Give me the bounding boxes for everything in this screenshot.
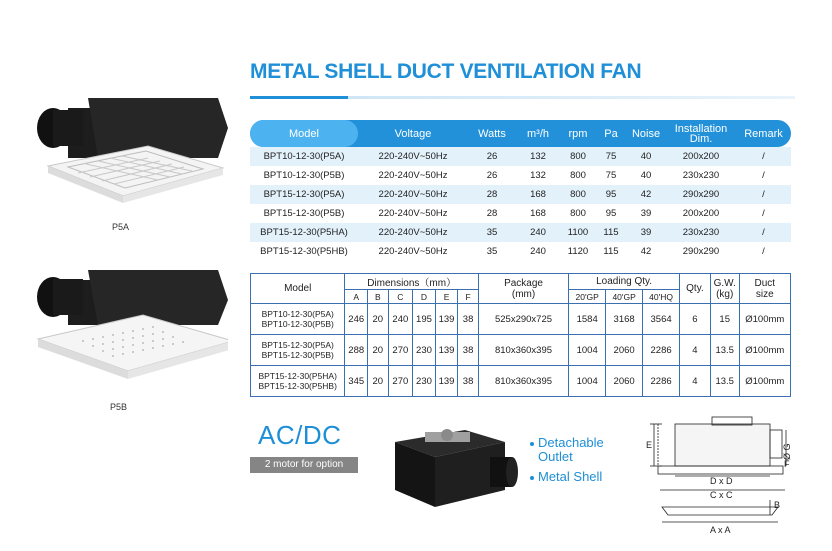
drawing-label-a: A x A (710, 525, 731, 535)
spec-cell-installation: 230x230 (682, 170, 720, 181)
drawing-label-f: F (784, 459, 790, 469)
dim-cell-a: 246 (345, 304, 368, 335)
spec-cell-airflow: 240 (530, 246, 546, 257)
dim-cell-d: 230 (413, 335, 436, 366)
dimension-table-row (251, 335, 791, 366)
dim-cell-gw: 15 (710, 304, 739, 335)
spec-cell-model: BPT15-12-30(P5HB) (260, 246, 348, 257)
spec-cell-airflow: 240 (530, 227, 546, 238)
spec-cell-model: BPT10-12-30(P5B) (263, 170, 345, 181)
spec-header-airflow: m³/h (527, 127, 549, 140)
spec-cell-remark: / (762, 246, 765, 257)
dim-model-name: BPT10-12-30(P5B) (261, 319, 334, 329)
drawing-label-g: Ø G (782, 443, 792, 460)
dim-cell-pkg: 810x360x395 (478, 366, 568, 397)
dim-model-name: BPT10-12-30(P5A) (261, 309, 334, 319)
dim-cell-qty: 4 (680, 335, 711, 366)
dim-cell-hq40: 3564 (643, 304, 680, 335)
drawing-label-c: C x C (710, 490, 733, 500)
dim-cell-duct: Ø100mm (739, 335, 790, 366)
spec-cell-remark: / (762, 208, 765, 219)
spec-cell-remark: / (762, 151, 765, 162)
dim-cell-e: 139 (435, 335, 458, 366)
dim-cell-f: 38 (458, 335, 479, 366)
spec-table-row (250, 166, 791, 185)
dim-sub-a: A (345, 290, 368, 304)
spec-cell-installation: 200x200 (682, 208, 720, 219)
spec-cell-pa: 115 (603, 246, 619, 257)
spec-cell-model: BPT15-12-30(P5HA) (260, 227, 348, 238)
spec-table-header (250, 120, 791, 147)
dim-model-name: BPT15-12-30(P5B) (261, 350, 334, 360)
feature-item (530, 470, 628, 484)
p5a-caption: P5A (112, 222, 130, 232)
spec-cell-airflow: 168 (530, 208, 546, 219)
spec-header-watts: Watts (478, 127, 506, 140)
dim-cell-gp40: 2060 (606, 335, 643, 366)
dim-cell-gp40: 2060 (606, 366, 643, 397)
spec-cell-rpm: 1100 (567, 227, 589, 238)
dim-cell-a: 345 (345, 366, 368, 397)
spec-cell-noise: 42 (640, 189, 652, 200)
spec-cell-airflow: 132 (530, 151, 546, 162)
dim-cell-gp40: 3168 (606, 304, 643, 335)
dim-model-name: BPT15-12-30(P5HB) (258, 381, 337, 391)
spec-table-row (250, 185, 791, 204)
dim-header-duct-label: Duct (754, 277, 776, 289)
dim-sub-f: F (458, 290, 479, 304)
dim-cell-e: 139 (435, 366, 458, 397)
feature-detachable-outlet: Detachable Outlet (538, 435, 604, 464)
dim-sub-e: E (435, 290, 458, 304)
spec-cell-voltage: 220-240V~50Hz (378, 170, 448, 181)
spec-cell-voltage: 220-240V~50Hz (378, 151, 448, 162)
dim-header-dimensions: Dimensions（mm） (345, 274, 478, 290)
dim-cell-pkg: 525x290x725 (478, 304, 568, 335)
dim-sub-20gp: 20'GP (569, 290, 606, 304)
spec-cell-voltage: 220-240V~50Hz (378, 246, 448, 257)
dim-cell-b: 20 (368, 335, 389, 366)
dim-cell-d: 195 (413, 304, 436, 335)
spec-cell-pa: 95 (605, 208, 617, 219)
spec-header-remark: Remark (744, 127, 783, 140)
feature-metal-shell: Metal Shell (538, 469, 603, 484)
acdc-title: AC/DC (258, 420, 342, 450)
dim-sub-c: C (388, 290, 413, 304)
dim-cell-qty: 4 (680, 366, 711, 397)
spec-header-rpm: rpm (568, 127, 588, 140)
spec-table-row (250, 223, 791, 242)
dimension-drawing (640, 412, 800, 537)
drawing-label-d: D x D (710, 476, 733, 486)
dim-cell-gp20: 1004 (569, 335, 606, 366)
dimension-table-row (251, 366, 791, 397)
drawing-label-e: E (646, 440, 653, 450)
feature-list (530, 436, 628, 490)
dim-cell-duct: Ø100mm (739, 366, 790, 397)
dim-cell-b: 20 (368, 366, 389, 397)
spec-header-noise: Noise (631, 127, 661, 140)
spec-cell-rpm: 800 (570, 189, 586, 200)
spec-cell-pa: 95 (605, 189, 617, 200)
dim-header-package-unit: (mm) (511, 288, 536, 300)
spec-table-row (250, 204, 791, 223)
dim-cell-model (251, 304, 345, 335)
dim-cell-hq40: 2286 (643, 335, 680, 366)
spec-cell-voltage: 220-240V~50Hz (378, 189, 448, 200)
spec-cell-rpm: 1120 (567, 246, 589, 257)
dim-cell-qty: 6 (680, 304, 711, 335)
dimension-table (250, 273, 791, 397)
page-title: METAL SHELL DUCT VENTILATION FAN (250, 60, 642, 83)
spec-table-body (250, 147, 791, 261)
dim-cell-model (251, 335, 345, 366)
motor-unit-image (385, 412, 525, 512)
spec-cell-model: BPT10-12-30(P5A) (263, 151, 345, 162)
dim-cell-c: 270 (388, 366, 413, 397)
dim-cell-b: 20 (368, 304, 389, 335)
dimension-table-row (251, 304, 791, 335)
spec-cell-rpm: 800 (570, 208, 586, 219)
spec-cell-watts: 26 (486, 151, 498, 162)
spec-cell-noise: 40 (640, 151, 652, 162)
spec-table-row (250, 147, 791, 166)
spec-cell-installation: 200x200 (682, 151, 720, 162)
spec-table (250, 120, 791, 261)
spec-cell-noise: 42 (640, 246, 652, 257)
dim-cell-gp20: 1004 (569, 366, 606, 397)
dim-cell-gw: 13.5 (710, 366, 739, 397)
title-underline (250, 96, 795, 99)
spec-header-model: Model (250, 120, 358, 147)
spec-cell-watts: 26 (486, 170, 498, 181)
bullet-dot-icon (530, 442, 534, 446)
spec-cell-pa: 75 (605, 151, 617, 162)
spec-cell-noise: 39 (640, 227, 652, 238)
fan-p5a-image (28, 88, 228, 218)
dim-header-gw-unit: (kg) (716, 288, 734, 300)
dim-cell-f: 38 (458, 366, 479, 397)
spec-cell-pa: 75 (605, 170, 617, 181)
dim-model-name: BPT15-12-30(P5HA) (258, 371, 337, 381)
dim-cell-gp20: 1584 (569, 304, 606, 335)
spec-cell-remark: / (762, 227, 765, 238)
drawing-label-b: B (774, 500, 781, 510)
spec-cell-airflow: 132 (530, 170, 546, 181)
dim-header-loading: Loading Qty. (569, 274, 680, 290)
dim-cell-pkg: 810x360x395 (478, 335, 568, 366)
p5b-caption: P5B (110, 402, 128, 412)
spec-cell-watts: 28 (486, 189, 498, 200)
dim-cell-c: 240 (388, 304, 413, 335)
dim-header-package (478, 274, 568, 304)
dim-header-gw (710, 274, 739, 304)
spec-header-voltage: Voltage (394, 127, 432, 140)
dim-model-name: BPT15-12-30(P5A) (261, 340, 334, 350)
dim-header-package-label: Package (504, 277, 543, 289)
dim-sub-d: D (413, 290, 436, 304)
dim-cell-d: 230 (413, 366, 436, 397)
dim-cell-model (251, 366, 345, 397)
dim-cell-a: 288 (345, 335, 368, 366)
bullet-dot-icon (530, 476, 534, 480)
dim-cell-c: 270 (388, 335, 413, 366)
dim-header-duct-unit: size (755, 288, 774, 300)
spec-cell-watts: 35 (486, 227, 498, 238)
spec-header-pa: Pa (604, 127, 618, 140)
dim-header-qty: Qty. (680, 274, 711, 304)
dim-cell-f: 38 (458, 304, 479, 335)
spec-header-installation: Installation Dim. (674, 122, 728, 145)
spec-cell-rpm: 800 (570, 151, 586, 162)
spec-cell-pa: 115 (603, 227, 619, 238)
spec-table-row (250, 242, 791, 261)
dim-sub-b: B (368, 290, 389, 304)
spec-cell-model: BPT15-12-30(P5A) (263, 189, 345, 200)
spec-cell-remark: / (762, 189, 765, 200)
dim-header-gw-label: G.W. (713, 277, 736, 289)
dim-header-duct (739, 274, 790, 304)
dim-header-model: Model (251, 274, 345, 304)
dim-cell-duct: Ø100mm (739, 304, 790, 335)
dim-sub-40hq: 40'HQ (643, 290, 680, 304)
spec-cell-watts: 35 (486, 246, 498, 257)
motor-option-badge: 2 motor for option (250, 457, 358, 473)
spec-cell-airflow: 168 (530, 189, 546, 200)
dim-cell-hq40: 2286 (643, 366, 680, 397)
feature-item (530, 436, 628, 464)
spec-cell-installation: 230x230 (682, 227, 720, 238)
spec-cell-noise: 39 (640, 208, 652, 219)
fan-p5b-image (28, 265, 228, 395)
dim-sub-40gp: 40'GP (606, 290, 643, 304)
spec-cell-watts: 28 (486, 208, 498, 219)
spec-cell-installation: 290x290 (682, 189, 720, 200)
spec-cell-model: BPT15-12-30(P5B) (263, 208, 345, 219)
dim-cell-e: 139 (435, 304, 458, 335)
dimension-table-body (251, 304, 791, 397)
spec-cell-voltage: 220-240V~50Hz (378, 227, 448, 238)
spec-cell-voltage: 220-240V~50Hz (378, 208, 448, 219)
spec-cell-rpm: 800 (570, 170, 586, 181)
spec-cell-noise: 40 (640, 170, 652, 181)
spec-cell-remark: / (762, 170, 765, 181)
spec-cell-installation: 290x290 (682, 246, 720, 257)
dim-cell-gw: 13.5 (710, 335, 739, 366)
